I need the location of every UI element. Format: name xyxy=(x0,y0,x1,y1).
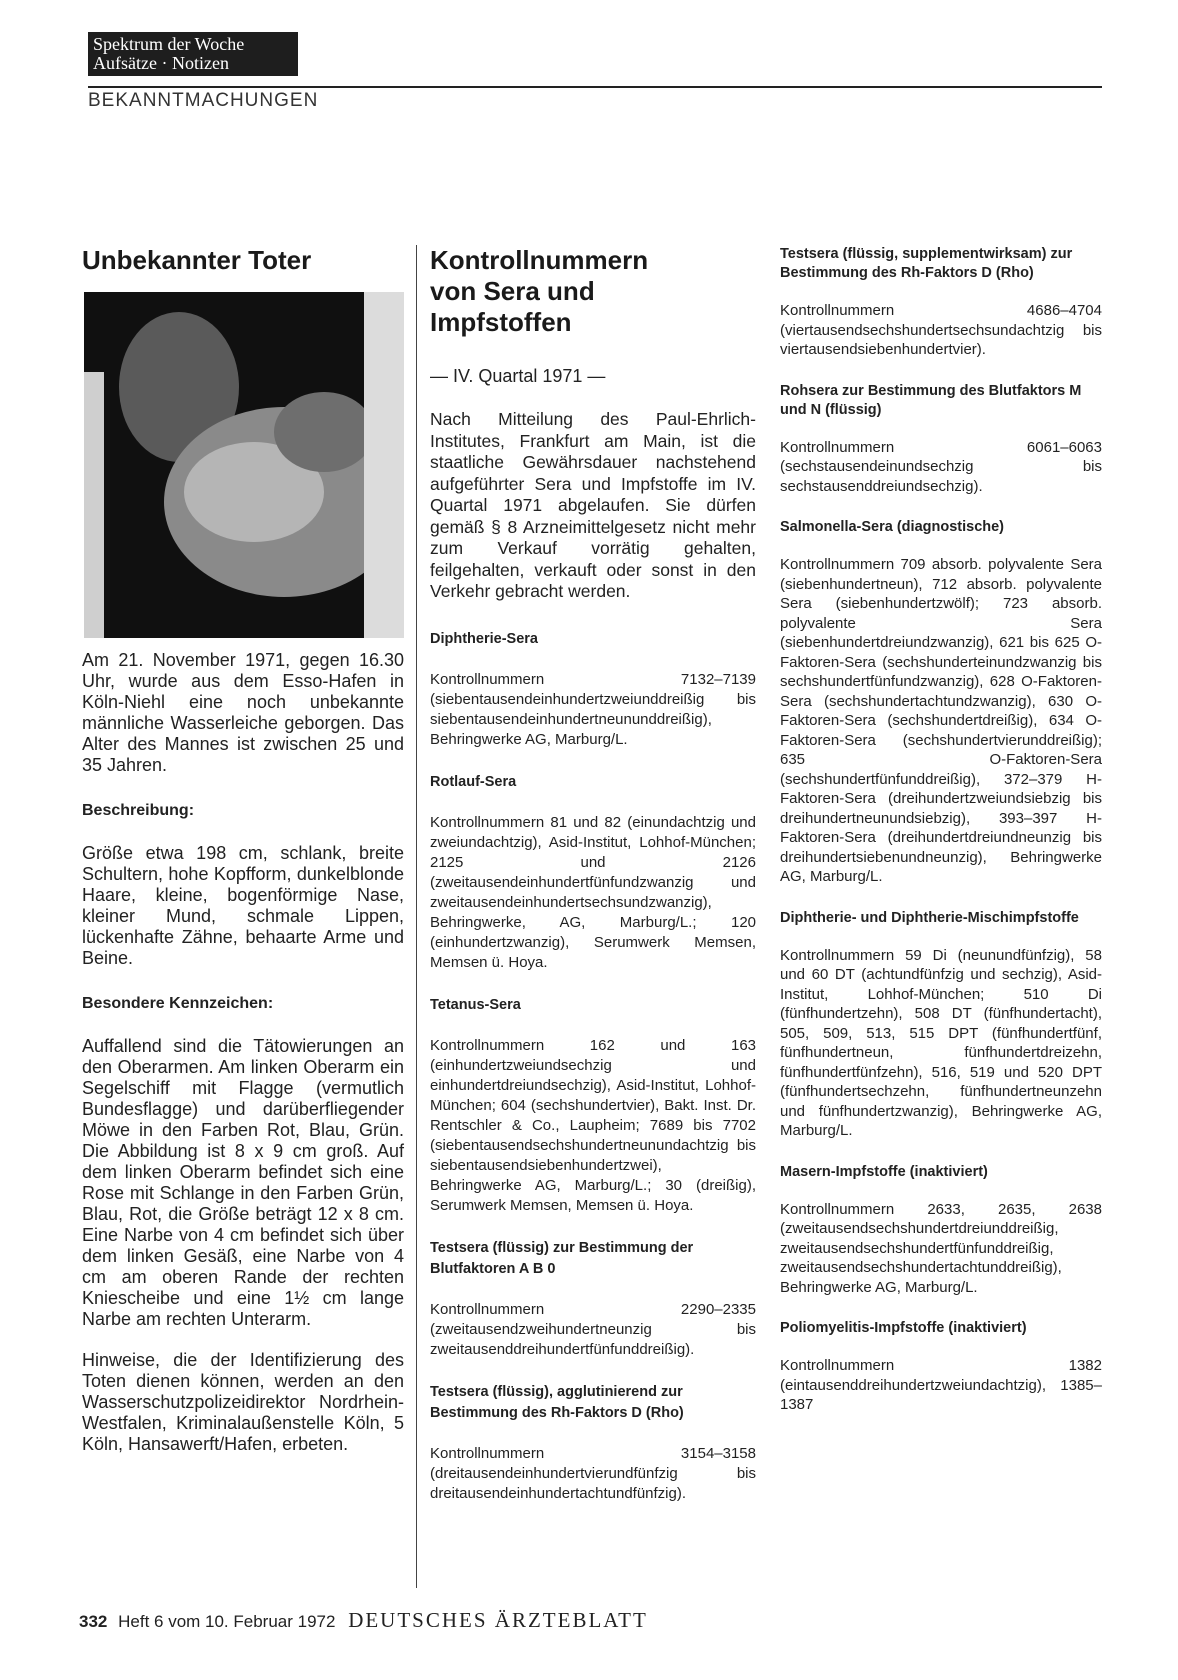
intro-paragraph: Am 21. November 1971, gegen 16.30 Uhr, wurde aus dem Esso-Hafen in Köln-Niehl eine noch unbekannte männliche Wasserleiche geborgen. Das Alter des Mannes ist zwischen 25 und 35 Jahren. xyxy=(82,650,404,775)
beschreibung-paragraph: Größe etwa 198 cm, schlank, breite Schultern, hohe Kopfform, dunkelblonde Haare, kleine, bogenförmige Nase, kleiner Mund, schmale Lippen, lückenhafte Zähne, behaarte Arme und Beine. xyxy=(82,843,404,968)
photo-image xyxy=(84,292,404,638)
column-kontrollnummern xyxy=(430,245,756,1526)
title-line: Impfstoffen xyxy=(430,307,572,337)
quarter-label: — IV. Quartal 1971 — xyxy=(430,366,606,386)
article-title: Unbekannter Toter xyxy=(82,245,312,275)
issue-info: Heft 6 vom 10. Februar 1972 xyxy=(118,1612,336,1631)
item-text: Kontrollnummern 59 Di (neunundfünfzig), 58 und 60 DT (achtundfünfzig und sechzig), Asid-Institut, Lohhof-München; 510 Di (fünfhundertzehn), 508 DT (fünfhundertacht), 505, 509, 513, 515 DPT (fünfhundertfünf, fünfhundertneun, fünfhundertdreizehn, fünfhundertfünfzehn), 516, 519 und 520 DPT (fünfhundertsechzehn, fünfhundertneunzehn und fünfhundertzwanzig), Behringwerke AG, Marburg/L. xyxy=(780,946,1102,1139)
hinweise-paragraph: Hinweise, die der Identifizierung des Toten dienen können, werden an den Wasserschutzpolizeidirektor Nordrhein-Westfalen, Kriminalaußenstelle Köln, 5 Köln, Hansawerft/Hafen, erbeten. xyxy=(82,1350,404,1454)
section-label: BEKANNTMACHUNGEN xyxy=(88,90,319,111)
header-rule xyxy=(88,86,1102,88)
column-kontrollnummern-continued xyxy=(780,245,1102,1437)
photo xyxy=(84,292,404,638)
item-heading: Rotlauf-Sera xyxy=(430,773,517,790)
item-heading: Testsera (flüssig) zur Bestimmung der Blutfaktoren A B 0 xyxy=(430,1239,694,1277)
column-divider xyxy=(416,245,417,1588)
journal-name: DEUTSCHES ÄRZTEBLATT xyxy=(348,1608,648,1632)
item-text: Kontrollnummern 1382 (eintausenddreihundertzweiundachtzig), 1385–1387 xyxy=(780,1357,1102,1413)
item-heading: Poliomyelitis-Impfstoffe (inaktiviert) xyxy=(780,1320,1027,1336)
item-text: Kontrollnummern 2290–2335 (zweitausendzweihundertneunzig bis zweitausenddreihundertfünfunddreißig). xyxy=(430,1300,756,1358)
badge-line-1: Spektrum der Woche xyxy=(93,34,245,54)
article-title xyxy=(430,245,756,338)
item-heading: Tetanus-Sera xyxy=(430,996,521,1013)
item-text: Kontrollnummern 709 absorb. polyvalente Sera (siebenhundertneun), 712 absorb. polyvalente Sera (siebenhundertzwölf); 723 absorb. polyvalente Sera (siebenhundertdreiundzwanzig), 621 bis 625 O-Faktoren-Sera (sechshunderteinundzwanzig bis sechshundertfünfundzwanzig), 628 O-Faktoren-Sera (sechshundertachtundzwanzig), 630 O-Faktoren-Sera (sechshundertdreißig), 634 O-Faktoren-Sera (sechshundertvierunddreißig); 635 O-Faktoren-Sera (sechshundertfünfunddreißig), 372–379 H-Faktoren-Sera (dreihundertzweiundsiebzig bis dreihundertneunundsiebzig), 393–397 H-Faktoren-Sera (dreihundertdreiundneunzig bis dreihundertsiebenundneunzig), Behringwerke AG, Marburg/L. xyxy=(780,556,1102,885)
page-number: 332 xyxy=(79,1612,108,1631)
title-line: von Sera und xyxy=(430,276,595,306)
item-heading: Salmonella-Sera (diagnostische) xyxy=(780,519,1005,535)
item-heading: Testsera (flüssig, supplementwirksam) zur Bestimmung des Rh-Faktors D (Rho) xyxy=(780,246,1073,281)
item-heading: Testsera (flüssig), agglutinierend zur Bestimmung des Rh-Faktors D (Rho) xyxy=(430,1383,684,1421)
item-heading: Diphtherie- und Diphtherie-Mischimpfstoffe xyxy=(780,909,1079,926)
item-heading: Masern-Impfstoffe (inaktiviert) xyxy=(780,1163,988,1180)
item-text: Kontrollnummern 7132–7139 (siebentausendeinhundertzweiunddreißig bis siebentausendeinhundertneununddreißig), Behringwerke AG, Marburg/L. xyxy=(430,670,756,748)
heading-beschreibung: Beschreibung: xyxy=(82,802,195,819)
kennzeichen-paragraph: Auffallend sind die Tätowierungen an den Oberarmen. Am linken Oberarm ein Segelschiff mit Flagge (vermutlich Bundesflagge) und darüberfliegender Möwe in den Farben Rot, Blau, Grün. Die Abbildung ist 8 x 9 cm groß. Auf dem linken Oberarm befindet sich eine Rose mit Schlange in den Farben Grün, Blau, Rot, die Größe beträgt 12 x 8 cm. Eine Narbe von 4 cm befindet sich über dem linken Gesäß, eine Narbe von 4 cm am oberen Rande der rechten Kniescheibe und eine 1½ cm lange Narbe am rechten Unterarm. xyxy=(82,1036,404,1329)
item-text: Kontrollnummern 162 und 163 (einhundertzweiundsechzig und einhundertdreiundsechzig), Asid-Institut, Lohhof-München; 604 (sechshundertvier), Bakt. Inst. Dr. Rentschler & Co., Laupheim; 7689 bis 7702 (siebentausendsechshundertneunundachtzig bis siebentausendsiebenhundertzwei), Behringwerke AG, Marburg/L.; 30 (dreißig), Serumwerk Memsen, Memsen ü. Hoya. xyxy=(430,1036,756,1214)
item-text: Kontrollnummern 3154–3158 (dreitausendeinhundertvierundfünfzig bis dreitausendeinhundertachtundfünfzig). xyxy=(430,1444,756,1502)
badge-line-2: Aufsätze · Notizen xyxy=(93,53,229,73)
item-heading: Diphtherie-Sera xyxy=(430,630,538,647)
column-unbekannter-toter xyxy=(82,245,404,1455)
item-heading: Rohsera zur Bestimmung des Blutfaktors M und N (flüssig) xyxy=(780,382,1082,418)
heading-kennzeichen: Besondere Kennzeichen: xyxy=(82,995,274,1012)
item-text: Kontrollnummern 81 und 82 (einundachtzig und zweiundachtzig), Asid-Institut, Lohhof-München; 2125 und 2126 (zweitausendeinhundertfünfundzwanzig und zweitausendeinhundertsechsundzwanzig), Behringwerke, AG, Marburg/L.; 120 (einhundertzwanzig), Serumwerk Memsen, Memsen ü. Hoya. xyxy=(430,813,756,971)
item-text: Kontrollnummern 6061–6063 (sechstausendeinundsechzig bis sechstausenddreiundsechzig). xyxy=(780,438,1102,495)
spektrum-badge xyxy=(88,32,298,76)
title-line: Kontrollnummern xyxy=(430,245,649,275)
page-footer xyxy=(79,1608,648,1633)
intro-paragraph: Nach Mitteilung des Paul-Ehrlich-Institutes, Frankfurt am Main, ist die staatliche Gewährsdauer nachstehend aufgeführter Sera und Impfstoffe im IV. Quartal 1971 abgelaufen. Sie dürfen gemäß § 8 Arzneimittelgesetz nicht mehr zum Verkauf vorrätig gehalten, feilgehalten, verkauft oder sonst in den Verkehr gebracht werden. xyxy=(430,409,756,601)
item-text: Kontrollnummern 2633, 2635, 2638 (zweitausendsechshundertdreiunddreißig, zweitausendsechshundertfünfunddreißig, zweitausendsechshundertachtunddreißig), Behringwerke AG, Marburg/L. xyxy=(780,1200,1102,1296)
item-text: Kontrollnummern 4686–4704 (viertausendsechshundertsechsundachtzig bis viertausendsiebenhundertvier). xyxy=(780,302,1102,358)
